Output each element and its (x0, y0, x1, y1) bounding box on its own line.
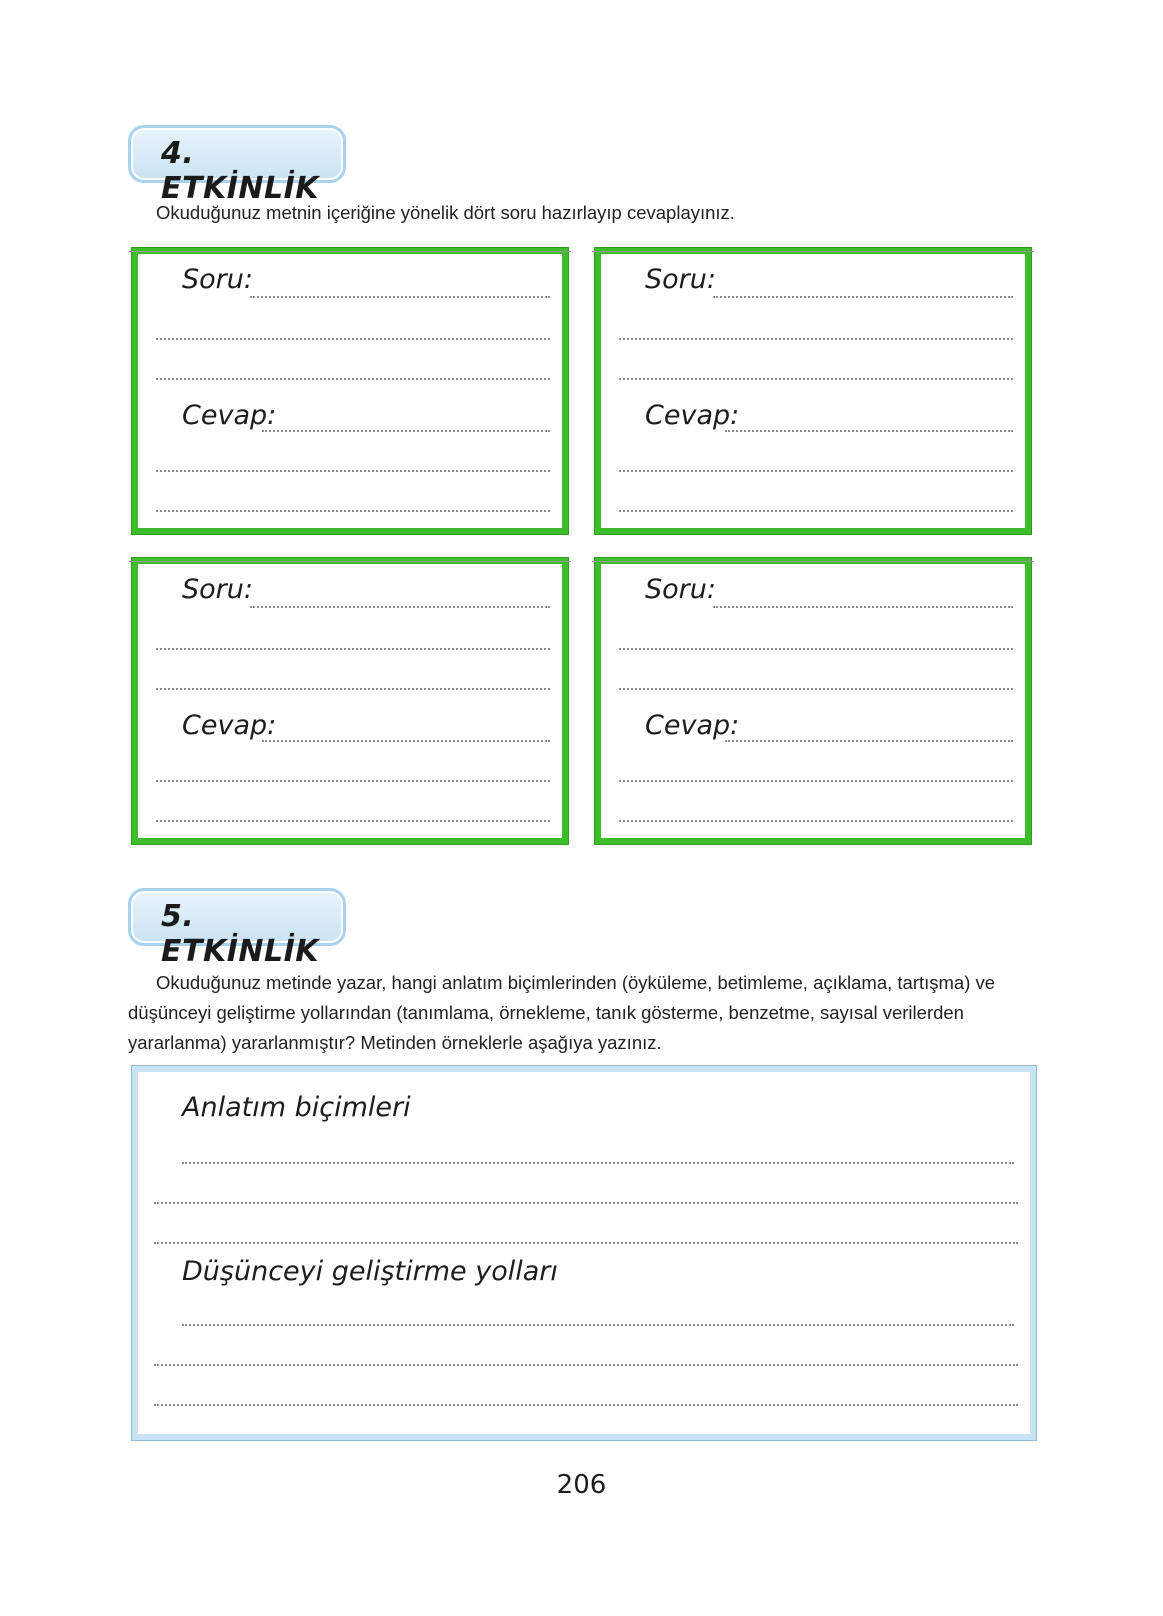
activity-5-badge (128, 888, 346, 969)
activity-5-answer-box (132, 1066, 1036, 1440)
answer-line[interactable] (262, 740, 550, 742)
answer-label: Cevap: (645, 400, 740, 431)
answer-line[interactable] (713, 296, 1013, 298)
answer-line[interactable] (619, 378, 1013, 380)
answer-line[interactable] (619, 688, 1013, 690)
answer-label: Cevap: (182, 400, 277, 431)
answer-line[interactable] (250, 606, 550, 608)
answer-line[interactable] (156, 820, 550, 822)
answer-line[interactable] (725, 430, 1013, 432)
narration-types-label: Anlatım biçimleri (182, 1092, 411, 1123)
question-label: Soru: (645, 574, 716, 605)
answer-line[interactable] (619, 510, 1013, 512)
answer-line[interactable] (156, 338, 550, 340)
answer-label: Cevap: (645, 710, 740, 741)
answer-line[interactable] (182, 1324, 1014, 1326)
answer-line[interactable] (156, 648, 550, 650)
answer-line[interactable] (725, 740, 1013, 742)
activity-4-badge (128, 125, 346, 206)
question-label: Soru: (182, 574, 253, 605)
answer-line[interactable] (619, 338, 1013, 340)
answer-line[interactable] (154, 1242, 1018, 1244)
answer-line[interactable] (262, 430, 550, 432)
page-number: 206 (556, 1470, 607, 1500)
answer-line[interactable] (619, 470, 1013, 472)
answer-line[interactable] (156, 780, 550, 782)
answer-line[interactable] (182, 1162, 1014, 1164)
thought-development-label: Düşünceyi geliştirme yolları (182, 1256, 558, 1287)
answer-line[interactable] (154, 1202, 1018, 1204)
answer-line[interactable] (154, 1404, 1018, 1406)
qa-card-1 (132, 248, 568, 534)
activity-5-title: 5. ETKİNLİK (161, 899, 319, 969)
qa-card-3 (132, 558, 568, 844)
answer-line[interactable] (154, 1364, 1018, 1366)
answer-line[interactable] (250, 296, 550, 298)
answer-label: Cevap: (182, 710, 277, 741)
answer-line[interactable] (713, 606, 1013, 608)
answer-line[interactable] (156, 378, 550, 380)
activity-4-instruction: Okuduğunuz metnin içeriğine yönelik dört soru hazırlayıp cevaplayınız. (156, 202, 735, 223)
answer-line[interactable] (619, 820, 1013, 822)
answer-line[interactable] (156, 510, 550, 512)
qa-card-2 (595, 248, 1031, 534)
answer-line[interactable] (619, 648, 1013, 650)
qa-card-4 (595, 558, 1031, 844)
question-label: Soru: (645, 264, 716, 295)
activity-5-instruction: Okuduğunuz metinde yazar, hangi anlatım biçimlerinden (öyküleme, betimleme, açıklama, tartışma) ve düşünceyi geliştirme yollarından (tanımlama, örnekleme, tanık gösterme, benzetme, sayısal verilerden yararlanma) yararlanmıştır? Metinden örneklerle aşağıya yazınız. (128, 972, 996, 1053)
activity-4-title: 4. ETKİNLİK (161, 136, 319, 206)
answer-line[interactable] (156, 470, 550, 472)
question-label: Soru: (182, 264, 253, 295)
answer-line[interactable] (619, 780, 1013, 782)
answer-line[interactable] (156, 688, 550, 690)
